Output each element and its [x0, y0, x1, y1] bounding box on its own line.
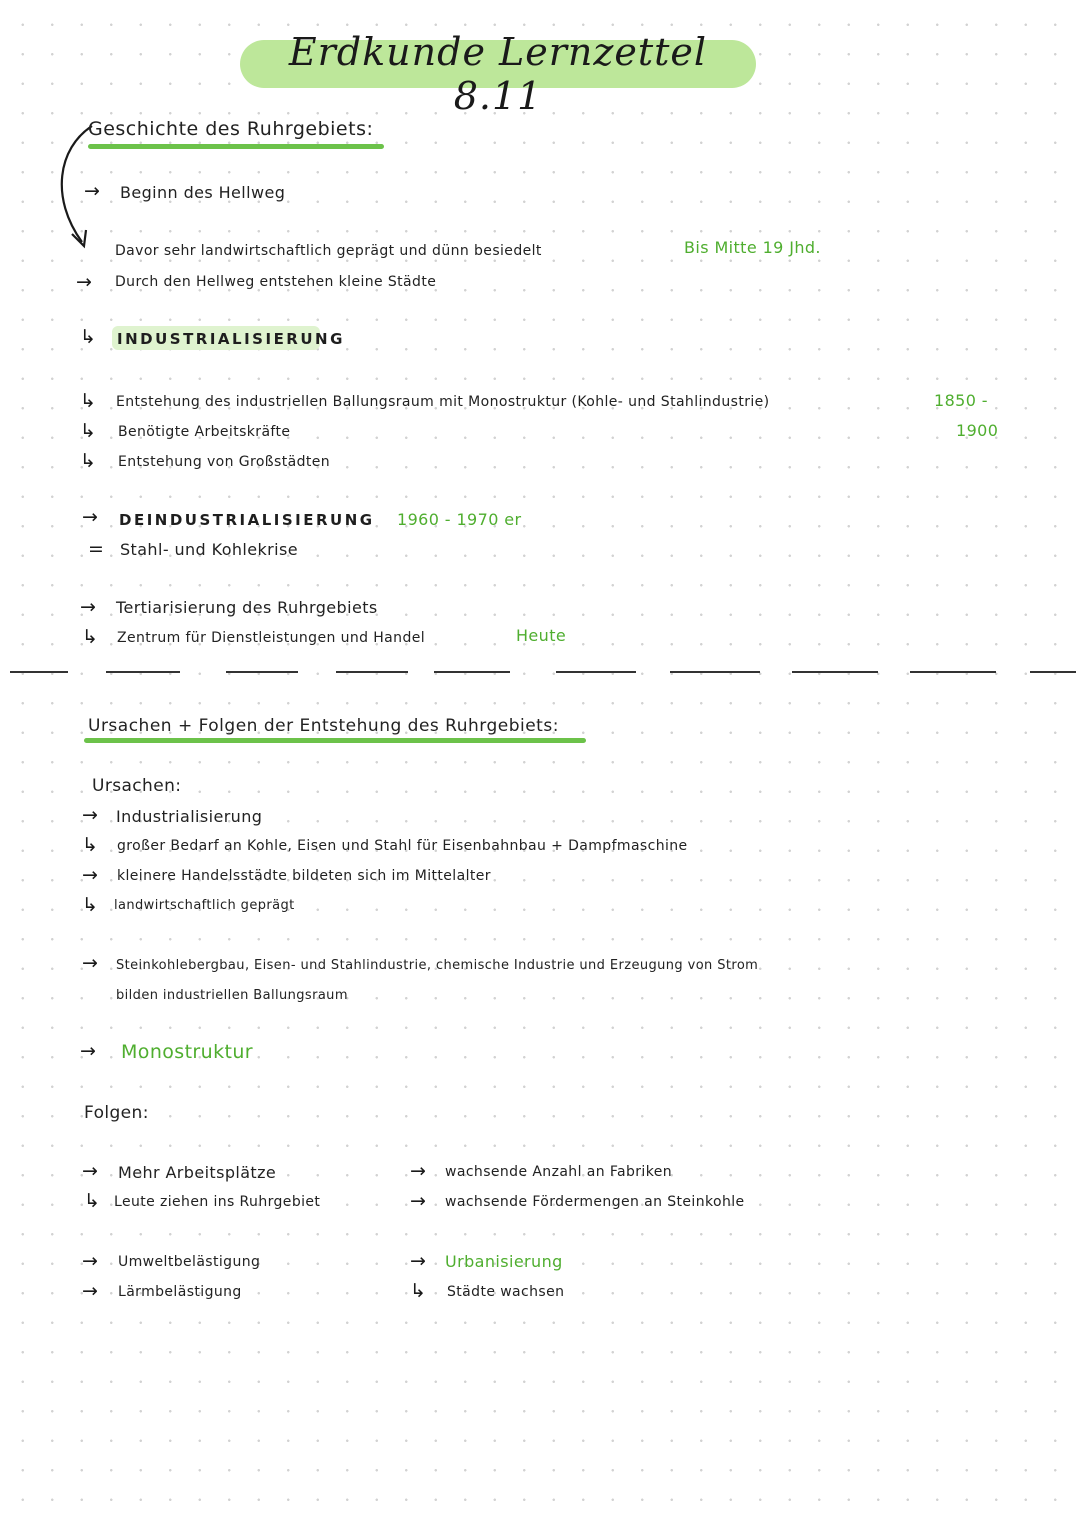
arrow-icon: → — [82, 864, 98, 886]
ursachen-label: Ursachen: — [92, 776, 182, 796]
sub-arrow-icon: ↳ — [80, 326, 96, 348]
arrow-icon: → — [82, 506, 98, 528]
separator-dash — [556, 671, 636, 673]
folgen-label: Folgen: — [84, 1103, 149, 1123]
sub-arrow-icon: ↳ — [82, 894, 98, 916]
industrialisierung-cause-text: Industrialisierung — [116, 807, 263, 826]
krise-text: Stahl- und Kohlekrise — [120, 540, 298, 559]
separator-dash — [336, 671, 408, 673]
industrie-text-line1: Steinkohlebergbau, Eisen- und Stahlindustrie, chemische Industrie und Erzeugung von Strom — [116, 958, 759, 973]
separator-dash — [10, 671, 68, 673]
sub-arrow-icon: ↳ — [80, 420, 96, 442]
arrow-icon: → — [82, 1280, 98, 1302]
fabriken-text: wachsende Anzahl an Fabriken — [445, 1164, 672, 1180]
sub-arrow-icon: ↳ — [80, 450, 96, 472]
urbanisierung-label: Urbanisierung — [445, 1252, 563, 1271]
industrialisierung-label: INDUSTRIALISIERUNG — [117, 330, 345, 348]
arrow-icon: → — [410, 1160, 426, 1182]
history-heading: Geschichte des Ruhrgebiets: — [88, 118, 374, 140]
zentrum-text: Zentrum für Dienstleistungen und Handel — [117, 630, 426, 646]
separator-dash — [1030, 671, 1076, 673]
separator-dash — [670, 671, 760, 673]
separator-dash — [434, 671, 510, 673]
years-1900-label: 1900 — [956, 421, 999, 440]
years-1850-label: 1850 - — [934, 391, 988, 410]
arrow-icon: → — [82, 1250, 98, 1272]
sub-arrow-icon: ↳ — [84, 1190, 100, 1212]
separator-dash — [910, 671, 996, 673]
deindustrialisierung-label: DEINDUSTRIALISIERUNG — [119, 511, 375, 529]
staedte-wachsen-text: Städte wachsen — [447, 1284, 565, 1300]
separator-dash — [226, 671, 298, 673]
sub-arrow-icon: ↳ — [82, 626, 98, 648]
history-heading-underline — [88, 144, 384, 149]
separator-dash — [792, 671, 878, 673]
foerdermengen-text: wachsende Fördermengen an Steinkohle — [445, 1194, 745, 1210]
arrow-icon: → — [410, 1250, 426, 1272]
industrie-text-line2: bilden industriellen Ballungsraum — [116, 988, 348, 1003]
arrow-icon: → — [82, 952, 98, 974]
hellweg-staedte-text: Durch den Hellweg entstehen kleine Städte — [115, 274, 437, 290]
sub-arrow-icon: ↳ — [80, 390, 96, 412]
umwelt-text: Umweltbelästigung — [118, 1254, 261, 1270]
sub-arrow-icon: ↳ — [410, 1280, 426, 1302]
causes-heading-underline — [84, 738, 586, 743]
landwirtschaftlich-text: landwirtschaftlich geprägt — [114, 898, 295, 913]
beginn-text: Beginn des Hellweg — [120, 183, 286, 202]
leute-text: Leute ziehen ins Ruhrgebiet — [114, 1194, 321, 1210]
bedarf-text: großer Bedarf an Kohle, Eisen und Stahl für Eisenbahnbau + Dampfmaschine — [117, 838, 688, 854]
monostruktur-label: Monostruktur — [121, 1041, 253, 1063]
arbeitskraefte-text: Benötigte Arbeitskräfte — [118, 424, 291, 440]
arrow-icon: → — [82, 1160, 98, 1182]
arbeitsplaetze-text: Mehr Arbeitsplätze — [118, 1163, 277, 1182]
sub-arrow-icon: ↳ — [82, 834, 98, 856]
bis-mitte-label: Bis Mitte 19 Jhd. — [684, 238, 821, 257]
davor-text: Davor sehr landwirtschaftlich geprägt und dünn besiedelt — [115, 243, 542, 259]
laerm-text: Lärmbelästigung — [118, 1284, 242, 1300]
page-title: Erdkunde Lernzettel 8.11 — [288, 30, 708, 118]
handelsstaedte-text: kleinere Handelsstädte bildeten sich im Mittelalter — [117, 868, 491, 884]
arrow-icon: → — [80, 596, 96, 618]
separator-dash — [106, 671, 180, 673]
arrow-icon: → — [80, 1040, 96, 1062]
arrow-icon: → — [410, 1190, 426, 1212]
equals-icon: = — [88, 538, 104, 560]
heute-label: Heute — [516, 626, 567, 645]
arrow-icon: → — [84, 180, 100, 202]
causes-heading: Ursachen + Folgen der Entstehung des Ruhrgebiets: — [88, 716, 559, 736]
tertiarisierung-text: Tertiarisierung des Ruhrgebiets — [116, 598, 378, 617]
entstehung-ballungsraum-text: Entstehung des industriellen Ballungsraum mit Monostruktur (Kohle- und Stahlindustrie) — [116, 394, 770, 410]
arrow-icon: → — [82, 804, 98, 826]
years-1960-label: 1960 - 1970 er — [397, 510, 522, 529]
grossstaedte-text: Entstehung von Großstädten — [118, 454, 331, 470]
arrow-icon: → — [76, 271, 92, 293]
